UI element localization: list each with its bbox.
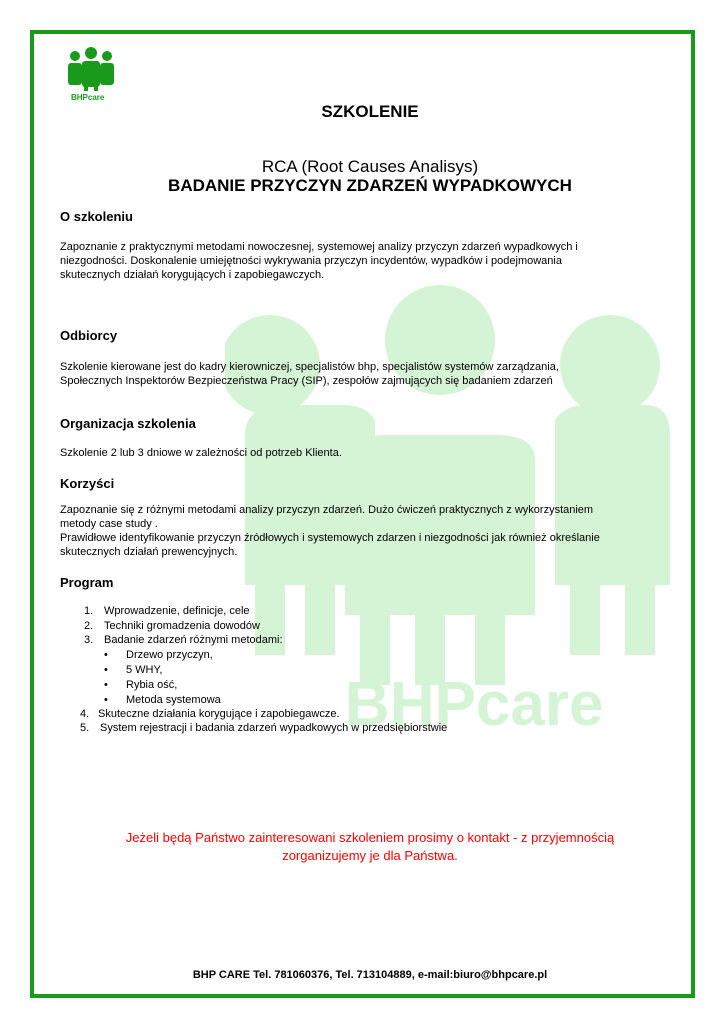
list-item-number: 5. (80, 722, 90, 734)
list-item: Skuteczne działania korygujące i zapobiegawcze. (98, 708, 340, 720)
section-heading-o-szkoleniu: O szkoleniu (60, 209, 133, 224)
text-line: skutecznych działań korygujących i zapobiegawczych. (60, 269, 325, 281)
bullet-icon: • (104, 649, 108, 661)
list-item: Techniki gromadzenia dowodów (104, 619, 260, 632)
subtitle-rca: RCA (Root Causes Analisys) (261, 157, 479, 176)
section-text-odbiorcy (60, 360, 650, 388)
watermark-text: BHPcare (345, 670, 604, 739)
text-line: Szkolenie kierowane jest do kadry kierowniczej, specjalistów bhp, specjalistów systemów zarządzania, (60, 361, 559, 373)
logo-text: BHPcare (71, 93, 105, 101)
list-item: System rejestracji i badania zdarzeń wypadkowych w przedsiębiorstwie (100, 722, 448, 734)
subtitle-badanie: BADANIE PRZYCZYN ZDARZEŃ WYPADKOWYCH (168, 176, 572, 195)
bullet-icon: • (104, 679, 108, 691)
list-item-number: 4. (80, 708, 90, 720)
contact-message (60, 829, 680, 865)
list-item-number: 3. (84, 634, 94, 646)
text-line: Zapoznanie się z różnymi metodami analizy przyczyn zdarzeń. Dużo ćwiczeń praktycznych z wykorzystaniem (60, 504, 594, 516)
list-item: 5 WHY, (126, 664, 163, 676)
text-line: Prawidłowe identyfikowanie przyczyn źródłowych i systemowych zdarzen i niezgodności jak również określanie (60, 532, 600, 544)
section-text-organizacja (60, 446, 650, 460)
bullet-icon: • (104, 664, 108, 676)
section-text-korzysci (60, 503, 650, 559)
list-item: Drzewo przyczyn, (126, 649, 213, 661)
text-line: metody case study . (60, 518, 158, 530)
text-line: Społecznych Inspektorów Bezpieczeństwa Pracy (SIP), zespołów zajmujących się badaniem zdarzeń (60, 375, 553, 387)
list-item: Metoda systemowa (126, 694, 221, 706)
section-heading-program: Program (60, 575, 114, 590)
bullet-icon: • (104, 694, 108, 706)
section-heading-organizacja: Organizacja szkolenia (60, 416, 196, 431)
list-item: Wprowadzenie, definicje, cele (104, 605, 250, 617)
section-heading-odbiorcy: Odbiorcy (60, 328, 118, 343)
list-item: Badanie zdarzeń różnymi metodami: (104, 634, 283, 646)
contact-line: Jeżeli będą Państwo zainteresowani szkoleniem prosimy o kontakt - z przyjemnością (125, 830, 615, 845)
text-line: Szkolenie 2 lub 3 dniowe w zależności od potrzeb Klienta. (60, 447, 342, 459)
section-text-o-szkoleniu (60, 240, 650, 282)
list-item: Rybia ość, (126, 679, 178, 691)
text-line: niezgodności. Doskonalenie umiejętności wykrywania przyczyn incydentów, wypadków i podejmowania (60, 255, 562, 267)
list-item-number: 2. (84, 619, 94, 632)
text-line: Zapoznanie z praktycznymi metodami nowoczesnej, systemowej analizy przyczyn zdarzeń wypadkowych i (60, 241, 578, 253)
contact-line: zorganizujemy je dla Państwa. (282, 848, 458, 863)
program-list (0, 604, 725, 739)
section-heading-korzysci: Korzyści (60, 476, 115, 491)
bhpcare-logo-icon (65, 45, 117, 101)
page-title: SZKOLENIE (321, 102, 419, 121)
text-line: skutecznych działań prewencyjnych. (60, 546, 238, 558)
list-item-number: 1. (84, 605, 94, 617)
footer-contact-info: BHP CARE Tel. 781060376, Tel. 713104889, e-mail:biuro@bhpcare.pl (192, 969, 548, 981)
